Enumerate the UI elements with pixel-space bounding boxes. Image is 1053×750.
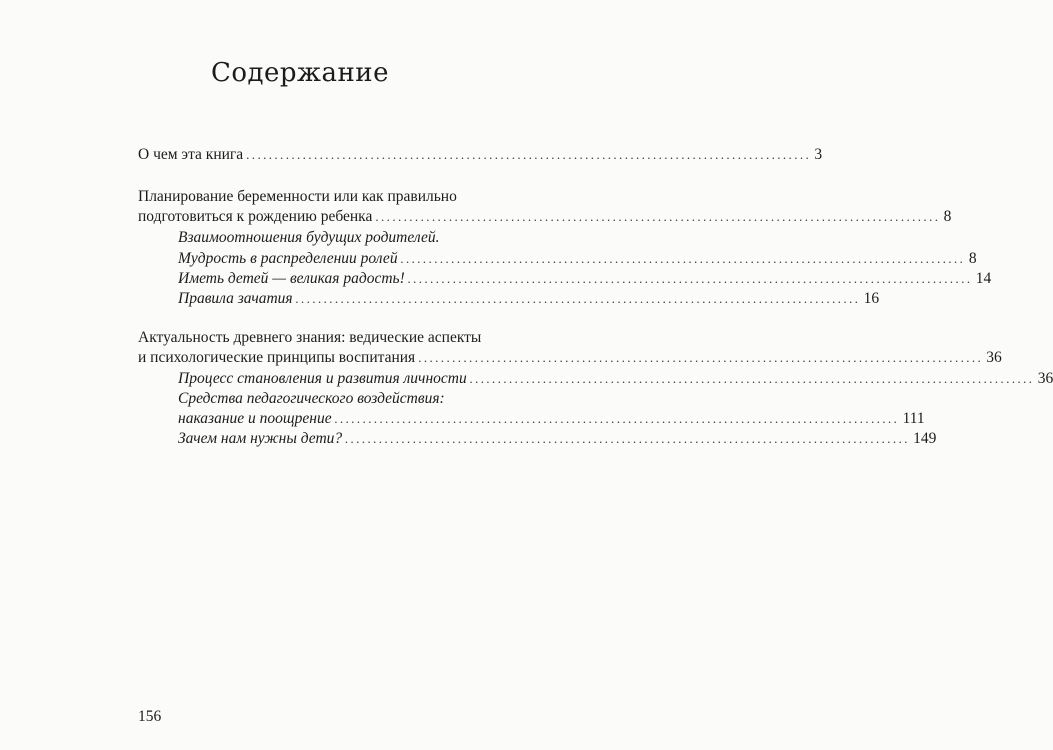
toc-leader-dots: .................................................................................................... bbox=[334, 411, 900, 426]
toc-entry-title: Процесс становления и развития личности bbox=[178, 370, 467, 387]
toc-entry-pedagogy-line1[interactable]: Средства педагогического воздействия: bbox=[178, 390, 445, 407]
toc-entry-relations[interactable]: Взаимоотношения будущих родителей. bbox=[178, 229, 440, 246]
toc-entry-conception-rules[interactable] bbox=[178, 289, 880, 309]
toc-entry-page: 111 bbox=[902, 410, 925, 427]
toc-leader-dots: .................................................................................................... bbox=[407, 271, 973, 286]
toc-entry-title: Правила зачатия bbox=[178, 290, 293, 307]
toc-leader-dots: .................................................................................................... bbox=[295, 291, 861, 306]
toc-entry-page: 149 bbox=[913, 430, 937, 447]
toc-entry-title: Мудрость в распределении ролей bbox=[178, 250, 398, 267]
toc-entry-page: 36 bbox=[1037, 370, 1053, 387]
toc-entry-page: 14 bbox=[975, 270, 992, 287]
toc-entry-title: наказание и поощрение bbox=[178, 410, 332, 427]
toc-leader-dots: .................................................................................................... bbox=[246, 147, 812, 162]
toc-entry-pedagogy[interactable] bbox=[178, 409, 925, 429]
toc-entry-title: Иметь детей — великая радость! bbox=[178, 270, 405, 287]
page-number: 156 bbox=[138, 708, 162, 725]
toc-leader-dots: .................................................................................................... bbox=[469, 371, 1035, 386]
toc-entry-page: 16 bbox=[863, 290, 880, 307]
toc-entry-page: 36 bbox=[986, 349, 1002, 366]
toc-entry-personality[interactable] bbox=[178, 369, 1053, 389]
toc-entry-why-children[interactable] bbox=[178, 429, 937, 449]
toc-entry-about-book[interactable] bbox=[138, 145, 823, 165]
toc-entry-page: 8 bbox=[943, 208, 952, 225]
page-title: Содержание bbox=[210, 58, 390, 88]
toc-leader-dots: .................................................................................................... bbox=[375, 209, 941, 224]
toc-entry-vedic[interactable] bbox=[138, 348, 1002, 368]
toc-leader-dots: .................................................................................................... bbox=[345, 431, 911, 446]
toc-entry-page: 8 bbox=[968, 250, 977, 267]
toc-entry-planning-line1[interactable]: Планирование беременности или как правильно bbox=[138, 188, 457, 205]
toc-entry-vedic-line1[interactable]: Актуальность древнего знания: ведические аспекты bbox=[138, 329, 482, 346]
toc-leader-dots: .................................................................................................... bbox=[418, 350, 984, 365]
toc-entry-title: О чем эта книга bbox=[138, 146, 244, 163]
toc-entry-page: 3 bbox=[814, 146, 823, 163]
toc-leader-dots: .................................................................................................... bbox=[400, 251, 966, 266]
toc-entry-title: подготовиться к рождению ребенка bbox=[138, 208, 373, 225]
toc-entry-title: Зачем нам нужны дети? bbox=[178, 430, 343, 447]
toc-entry-planning[interactable] bbox=[138, 207, 952, 227]
toc-entry-wisdom-roles[interactable] bbox=[178, 249, 977, 269]
toc-entry-title: и психологические принципы воспитания bbox=[138, 349, 416, 366]
toc-entry-children-joy[interactable] bbox=[178, 269, 992, 289]
